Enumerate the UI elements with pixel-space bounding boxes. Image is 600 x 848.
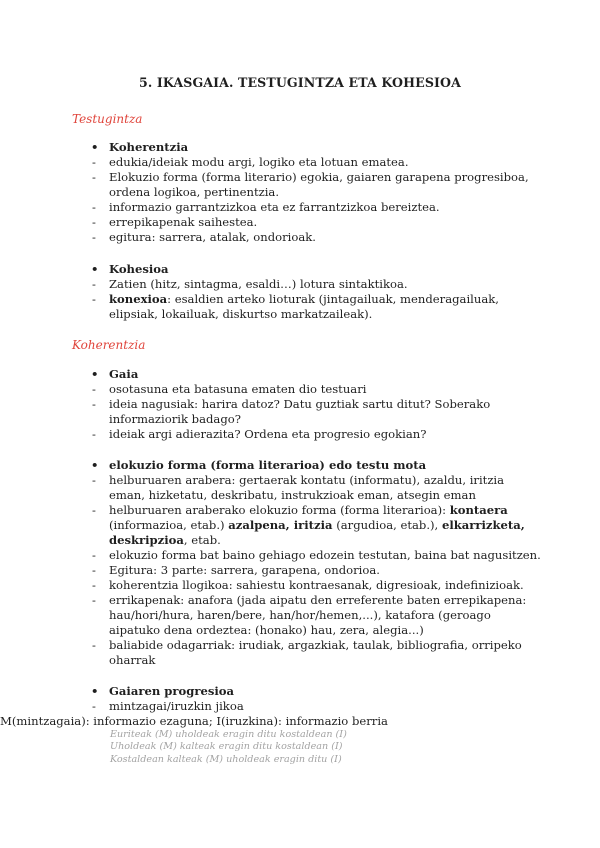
bullet-icon: •	[91, 458, 99, 472]
list-heading-label: elokuzio forma (forma literarioa) edo testu mota	[109, 458, 427, 472]
list-item: - baliabide odagarriak: irudiak, argazkiak, taulak, bibliografia, orripeko oharrak	[92, 638, 522, 667]
bullet-icon: •	[91, 684, 99, 698]
list-item: - edukia/ideiak modu argi, logiko eta lotuan ematea.	[92, 155, 409, 169]
example-note: Uholdeak (M) kalteak eragin ditu kostaldean (I)	[110, 741, 343, 753]
gaiaren-progresioa-block	[0, 684, 542, 766]
list-heading	[72, 140, 542, 155]
list-item: - helburuaren arabera: gertaerak kontatu (informatu), azaldu, iritzia eman, hizketatu, deskribatu, instrukzioak eman, atsegin eman	[92, 473, 505, 502]
dash-icon: -	[92, 215, 96, 229]
dash-icon: -	[92, 563, 96, 577]
list-item: - Egitura: 3 parte: sarrera, garapena, ondorioa.	[92, 563, 380, 577]
dash-icon: -	[92, 638, 96, 652]
list-item: - koherentzia llogikoa: sahiestu kontraesanak, digresioak, indefinizioak.	[92, 578, 524, 592]
example-note: Kostaldean kalteak (M) uholdeak eragin ditu (I)	[110, 753, 342, 765]
dash-icon: -	[92, 155, 96, 169]
dash-icon: -	[92, 503, 96, 517]
dash-icon: -	[92, 277, 96, 291]
list-item: - informazio garrantzizkoa eta ez farrantzizkoa bereiztea.	[92, 200, 440, 214]
dash-icon: -	[92, 292, 96, 306]
list-heading	[72, 684, 542, 699]
example-note: Euriteak (M) uholdeak eragin ditu kostaldean (I)	[110, 729, 347, 740]
dash-icon: -	[92, 427, 96, 441]
list-item: - ideia nagusiak: harira datoz? Datu guztiak sartu ditut? Soberako informaziorik badago?	[92, 397, 491, 426]
list-heading-label: Kohesioa	[109, 262, 169, 276]
bullet-icon: •	[91, 262, 99, 276]
list-heading	[72, 367, 542, 382]
koherentzia-overview-block	[72, 140, 542, 245]
dash-icon: -	[92, 397, 96, 411]
elokuzio-block	[72, 458, 542, 668]
definition-line: M(mintzagaia): informazio ezaguna; I(iruzkina): informazio berria	[0, 714, 388, 728]
bullet-icon: •	[91, 140, 99, 154]
dash-icon: -	[92, 548, 96, 562]
list-item: - errikapenak: anafora (jada aipatu den erreferente baten errepikapena: hau/hori/hura, haren/bere, han/hor/hemen,...), katafora (geroago aipatuko dena ordeztea: (honako) hau, zera, alegia...)	[92, 593, 527, 637]
dash-icon: -	[92, 200, 96, 214]
list-heading-label: Gaia	[109, 367, 139, 381]
gaia-block	[72, 367, 542, 442]
dash-icon: -	[92, 578, 96, 592]
dash-icon: -	[92, 593, 96, 607]
dash-icon: -	[92, 230, 96, 244]
list-item: - ideiak argi adierazita? Ordena eta progresio egokian?	[92, 427, 427, 441]
dash-icon: -	[92, 170, 96, 184]
list-item: - helburuaren araberako elokuzio forma (forma literarioa): kontaera (informazioa, etab.) azalpena, iritzia (argudioa, etab.), elkarrizketa, deskripzioa, etab.	[92, 503, 525, 547]
list-heading	[72, 262, 542, 277]
page-title: 5. IKASGAIA. TESTUGINTZA ETA KOHESIOA	[139, 75, 461, 90]
section-heading-testugintza: Testugintza	[72, 112, 143, 126]
list-item: - Elokuzio forma (forma literario) egokia, gaiaren garapena progresiboa, ordena logikoa, pertinentzia.	[92, 170, 529, 199]
list-heading	[72, 458, 542, 473]
list-item: - egitura: sarrera, atalak, ondorioak.	[92, 230, 316, 244]
list-item: - elokuzio forma bat baino gehiago edozein testutan, baina bat nagusitzen.	[92, 548, 541, 562]
list-item: - Zatien (hitz, sintagma, esaldi…) lotura sintaktikoa.	[92, 277, 408, 291]
list-heading-label: Koherentzia	[109, 140, 189, 154]
list-heading-label: Gaiaren progresioa	[109, 684, 234, 698]
list-item: - konexioa: esaldien arteko lioturak (jintagailuak, menderagailuak, elipsiak, lokailuak, diskurtso markatzaileak).	[92, 292, 499, 321]
dash-icon: -	[92, 699, 96, 713]
kohesioa-block	[72, 262, 542, 322]
bullet-icon: •	[91, 367, 99, 381]
dash-icon: -	[92, 473, 96, 487]
list-item: - mintzagai/iruzkin jikoa	[92, 699, 244, 713]
dash-icon: -	[92, 382, 96, 396]
section-heading-koherentzia: Koherentzia	[72, 338, 146, 352]
list-item: - errepikapenak saihestea.	[92, 215, 258, 229]
list-item: - osotasuna eta batasuna ematen dio testuari	[92, 382, 367, 396]
